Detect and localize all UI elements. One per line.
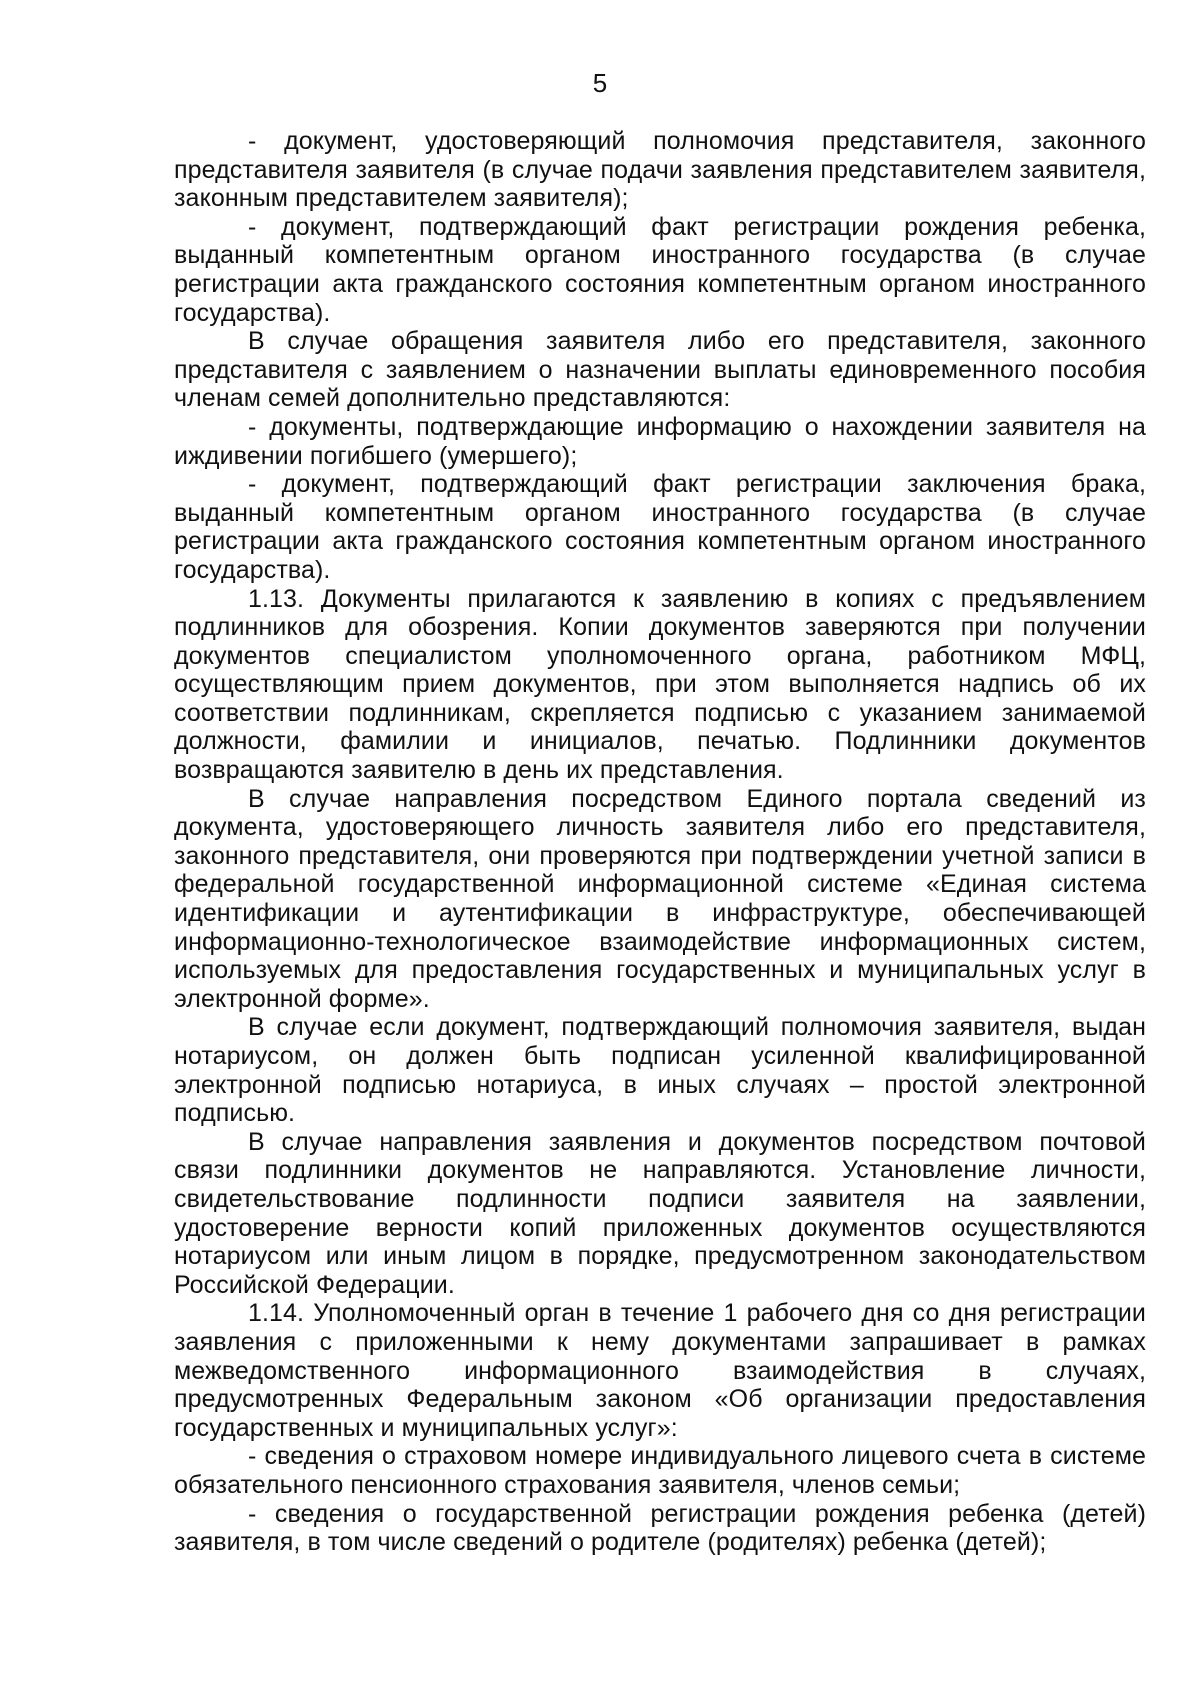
paragraph-unified-portal: В случае направления посредством Единого портала сведений из документа, удостоверяющего личность заявителя либо его представителя, законного представителя, они проверяются при подтверждении учетной записи в федеральной государственной информационной системе «Единая система идентификации и аутентификации в инфраструктуре, обеспечивающей информационно-технологическое взаимодействие информационных систем, используемых для предоставления государственных и муниципальных услуг в электронной форме».	[174, 784, 1146, 1013]
paragraph-additional-documents-intro: В случае обращения заявителя либо его представителя, законного представителя с заявлением о назначении выплаты единовременного пособия членам семей дополнительно представляются:	[174, 327, 1146, 413]
paragraph-postal-submission: В случае направления заявления и документов посредством почтовой связи подлинники документов не направляются. Установление личности, свидетельствование подлинности подписи заявителя на заявлении, удостоверение верности копий приложенных документов осуществляются нотариусом или иным лицом в порядке, предусмотренном законодательством Российской Федерации.	[174, 1127, 1146, 1299]
paragraph-birth-registration-document: - документ, подтверждающий факт регистрации рождения ребенка, выданный компетентным органом иностранного государства (в случае регистрации акта гражданского состояния компетентным органом иностранного государства).	[174, 212, 1146, 327]
paragraph-dependency-documents: - документы, подтверждающие информацию о нахождении заявителя на иждивении погибшего (умершего);	[174, 412, 1146, 470]
paragraph-insurance-number-info: - сведения о страховом номере индивидуального лицевого счета в системе обязательного пенсионного страхования заявителя, членов семьи;	[174, 1442, 1146, 1499]
paragraph-marriage-registration-document: - документ, подтверждающий факт регистрации заключения брака, выданный компетентным органом иностранного государства (в случае регистрации акта гражданского состояния компетентным органом иностранного государства).	[174, 470, 1146, 584]
paragraph-representative-document: - документ, удостоверяющий полномочия представителя, законного представителя заявителя (в случае подачи заявления представителем заявителя, законным представителем заявителя);	[174, 127, 1146, 213]
paragraph-section-1-14: 1.14. Уполномоченный орган в течение 1 рабочего дня со дня регистрации заявления с приложенными к нему документами запрашивает в рамках межведомственного информационного взаимодействия в случаях, предусмотренных Федеральным законом «Об организации предоставления государственных и муниципальных услуг»:	[174, 1299, 1146, 1442]
paragraph-birth-registration-info: - сведения о государственной регистрации рождения ребенка (детей) заявителя, в том числе сведений о родителе (родителях) ребенка (детей);	[174, 1499, 1146, 1557]
paragraph-section-1-13: 1.13. Документы прилагаются к заявлению в копиях с предъявлением подлинников для обозрения. Копии документов заверяются при получении документов специалистом уполномоченного органа, работником МФЦ, осуществляющим прием документов, при этом выполняется надпись об их соответствии подлинникам, скрепляется подписью с указанием занимаемой должности, фамилии и инициалов, печатью. Подлинники документов возвращаются заявителю в день их представления.	[174, 584, 1146, 785]
page-number: 5	[592, 68, 608, 98]
document-body	[174, 127, 1146, 1557]
paragraph-notary-signature: В случае если документ, подтверждающий полномочия заявителя, выдан нотариусом, он должен быть подписан усиленной квалифицированной электронной подписью нотариуса, в иных случаях – простой электронной подписью.	[174, 1013, 1146, 1128]
